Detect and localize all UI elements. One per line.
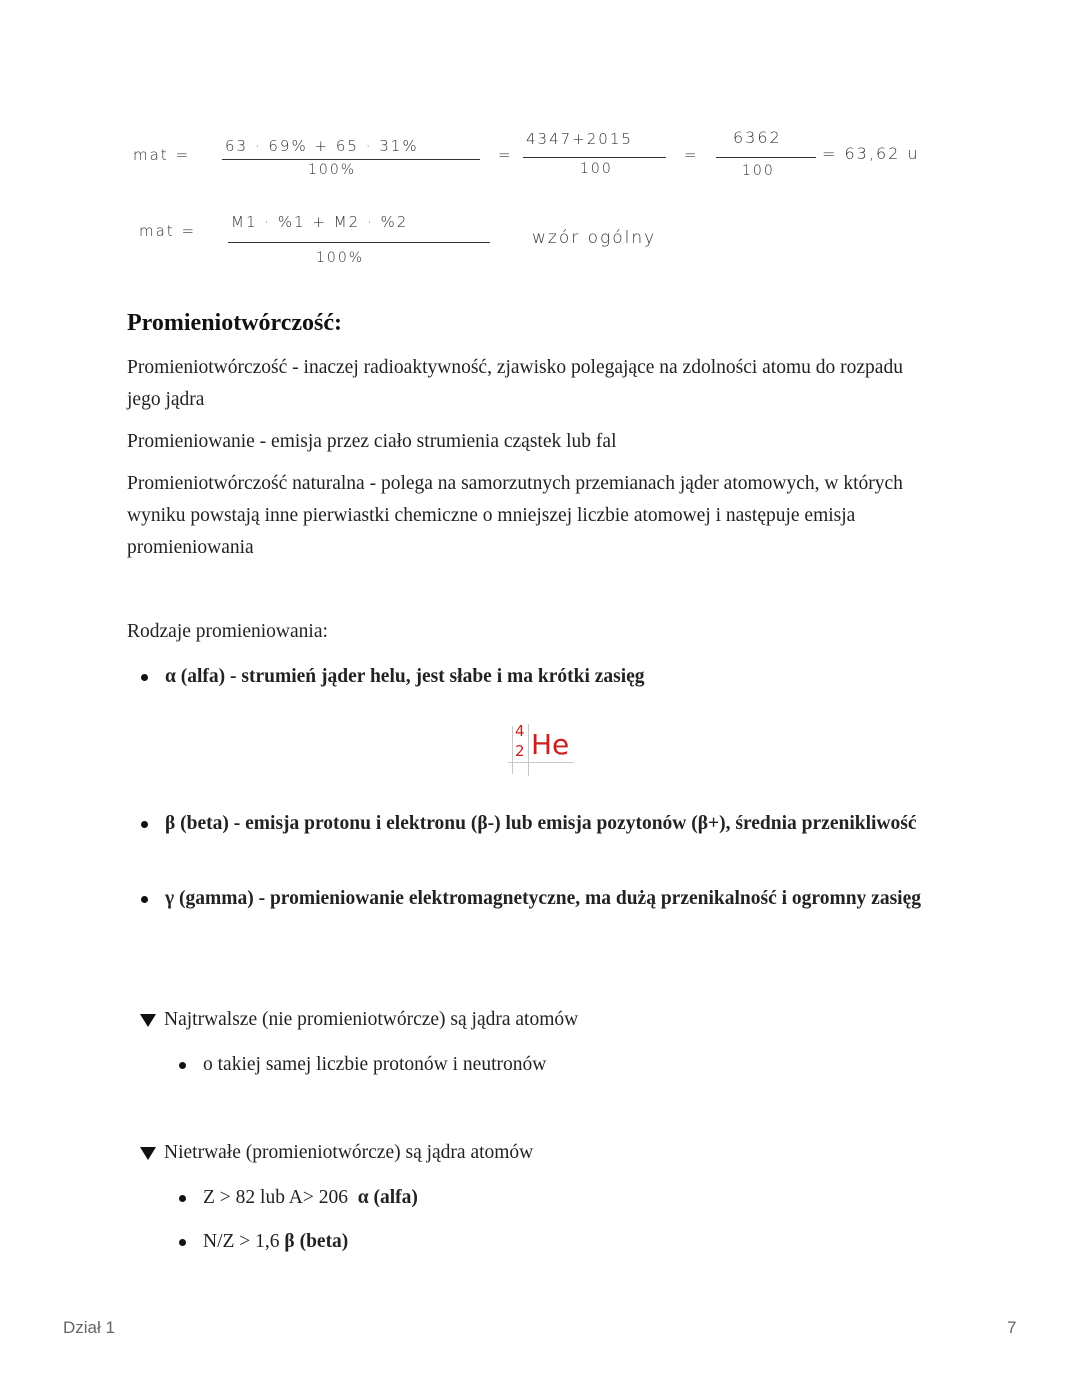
hw-numerator-3: 6362 (733, 128, 782, 147)
paragraph-definition: Promieniotwórczość - inaczej radioaktywność, zjawisko polegające na zdolności atomu do rozpadu jego jądra (127, 357, 903, 410)
toggle-triangle-icon[interactable] (140, 1147, 156, 1160)
type-alpha: α (alfa) - strumień jąder helu, jest słabe i ma krótki zasięg (165, 666, 645, 687)
helium-grid-line (512, 726, 513, 774)
helium-atomic-number: 2 (515, 742, 525, 760)
hw-denominator-2: 100 (580, 161, 613, 177)
hw-numerator-1: 63 · 69% + 65 · 31% (225, 137, 419, 155)
helium-grid-line (508, 762, 574, 763)
hw-denominator-1: 100% (308, 162, 357, 178)
unstable-item-beta: N/Z > 1,6 β (beta) (203, 1231, 349, 1252)
stable-heading: Najtrwalsze (nie promieniotwórcze) są jądra atomów (164, 1009, 579, 1030)
bullet-dot (141, 896, 148, 903)
hw-equals-2: = (684, 146, 699, 164)
fraction-line-4 (228, 242, 490, 243)
bullet-dot (179, 1062, 186, 1069)
helium-mass-number: 4 (515, 722, 525, 740)
hw-general-numerator: M1 · %1 + M2 · %2 (231, 213, 409, 231)
unstable-heading: Nietrwałe (promieniotwórcze) są jądra atomów (164, 1142, 534, 1163)
bullet-dot (179, 1239, 186, 1246)
type-beta: β (beta) - emisja protonu i elektronu (β-) lub emisja pozytonów (β+), średnia przenikliwość (165, 813, 917, 834)
hw-general-denominator: 100% (316, 250, 365, 266)
hw-general-note: wzór ogólny (532, 228, 657, 248)
paragraph-natural: Promieniotwórczość naturalna - polega na samorzutnych przemianach jąder atomowych, w których wyniku powstają inne pierwiastki chemiczne o mniejszej liczbie atomowej i następuje emisja promieniowania (127, 473, 903, 558)
paragraph-radiation: Promieniowanie - emisja przez ciało strumienia cząstek lub fal (127, 431, 617, 452)
fraction-line-1 (222, 159, 480, 160)
hw-label-1: mat = (133, 146, 191, 164)
hw-label-2: mat = (139, 222, 197, 240)
hw-numerator-2: 4347+2015 (526, 130, 633, 148)
fraction-line-2 (523, 157, 666, 158)
footer-section: Dział 1 (63, 1318, 115, 1337)
unstable-item-alpha: Z > 82 lub A> 206 α (alfa) (203, 1187, 418, 1208)
stable-item: o takiej samej liczbie protonów i neutronów (203, 1054, 547, 1075)
bullet-dot (141, 821, 148, 828)
hw-denominator-3: 100 (742, 163, 775, 179)
page-number: 7 (1007, 1318, 1017, 1337)
toggle-triangle-icon[interactable] (140, 1014, 156, 1027)
fraction-line-3 (716, 157, 816, 158)
hw-equals-1: = (498, 146, 513, 164)
helium-element-symbol: He (531, 728, 570, 761)
type-gamma: γ (gamma) - promieniowanie elektromagnetyczne, ma dużą przenikalność i ogromny zasięg (165, 888, 921, 909)
helium-symbol (508, 722, 574, 778)
section-title: Promieniotwórczość: (127, 310, 343, 336)
types-heading: Rodzaje promieniowania: (127, 621, 328, 642)
helium-grid-line (528, 724, 529, 776)
hw-result: = 63,62 u (822, 144, 920, 163)
bullet-dot (179, 1195, 186, 1202)
bullet-dot (141, 674, 148, 681)
